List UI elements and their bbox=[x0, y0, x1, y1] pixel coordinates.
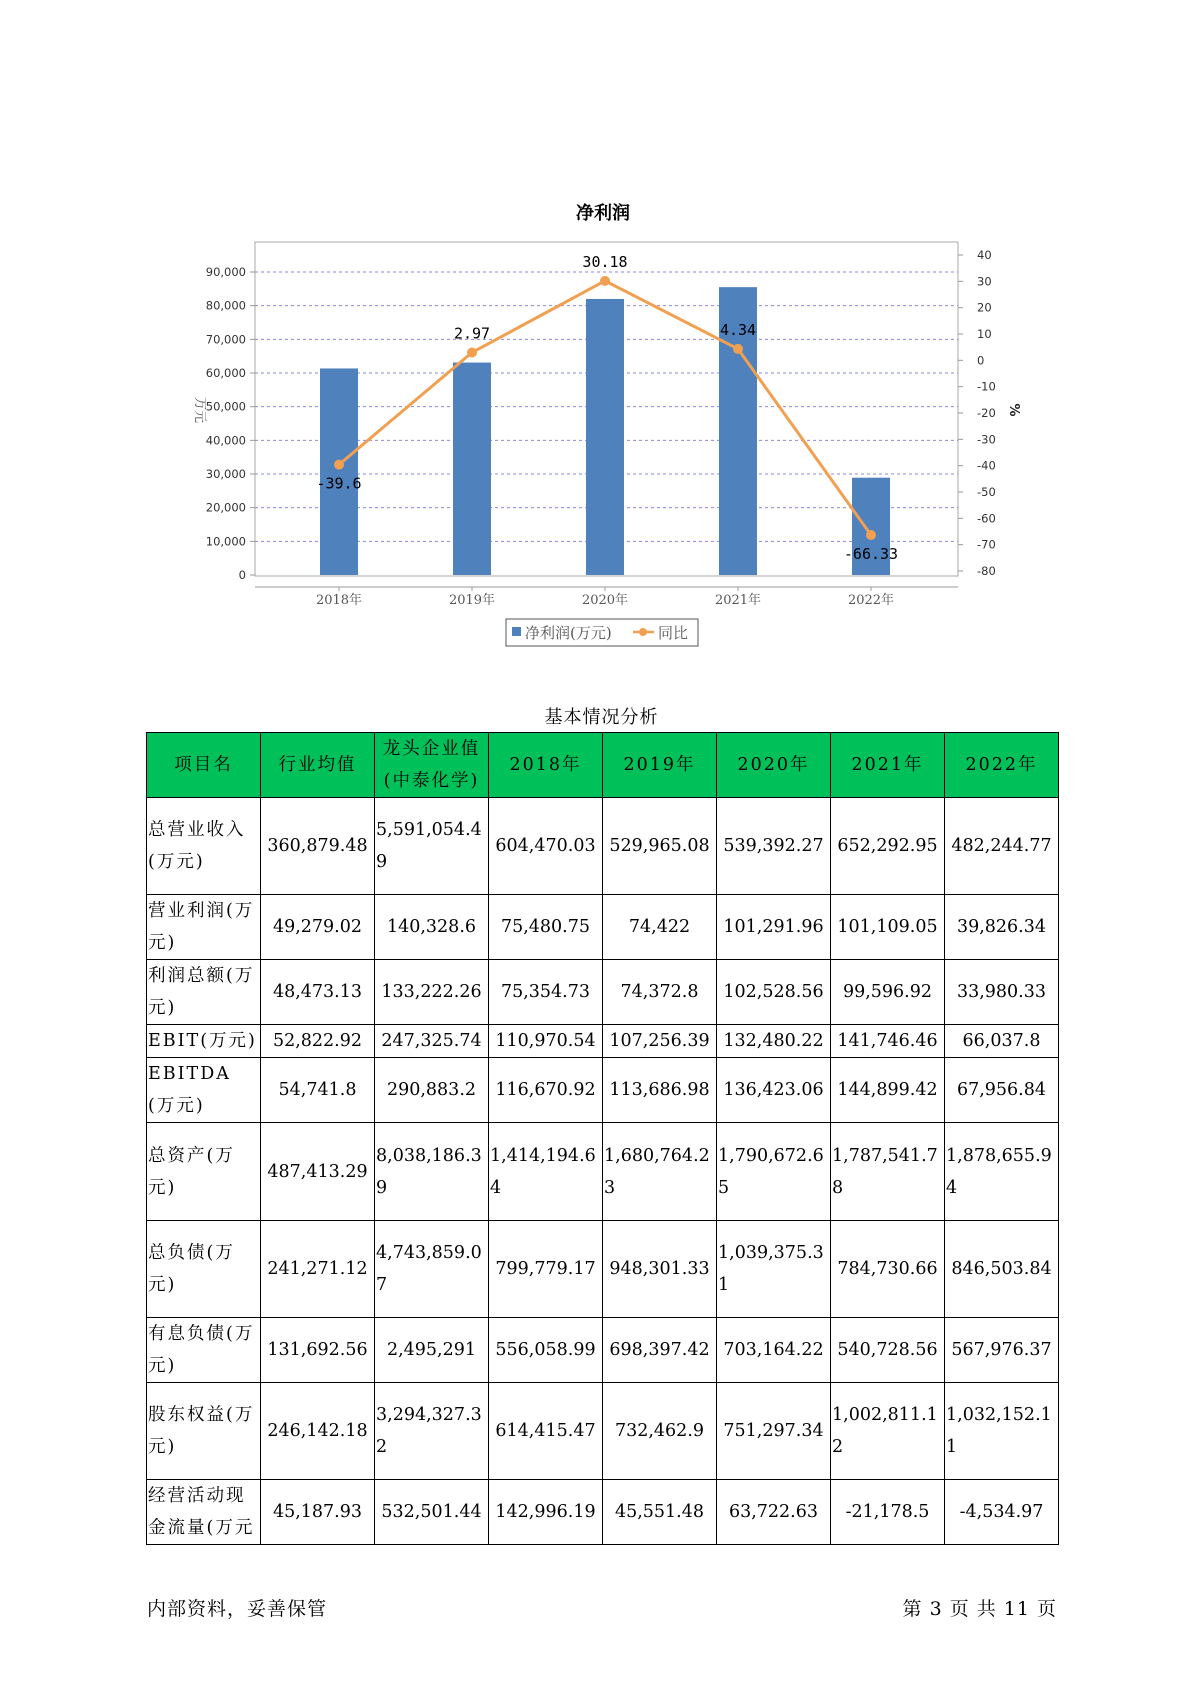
value-cell: 48,473.13 bbox=[261, 960, 375, 1025]
value-cell: 567,976.37 bbox=[945, 1318, 1059, 1383]
value-cell: 751,297.34 bbox=[717, 1383, 831, 1480]
value-cell: 360,879.48 bbox=[261, 798, 375, 895]
yoy-data-label: -39.6 bbox=[316, 474, 362, 493]
basic-analysis-table bbox=[146, 732, 1059, 1545]
y2-tick-label: 40 bbox=[977, 248, 992, 262]
y2-tick-label: -50 bbox=[977, 485, 996, 499]
value-cell: 1,878,655.94 bbox=[945, 1123, 1059, 1221]
value-cell: 241,271.12 bbox=[261, 1221, 375, 1318]
value-cell: 487,413.29 bbox=[261, 1123, 375, 1221]
value-cell: 75,354.73 bbox=[489, 960, 603, 1025]
table-caption: 基本情况分析 bbox=[544, 707, 659, 728]
value-cell: 74,422 bbox=[603, 895, 717, 960]
row-label: 经营活动现金流量(万元 bbox=[147, 1480, 261, 1545]
yoy-point-2021年 bbox=[733, 344, 743, 354]
value-cell: 482,244.77 bbox=[945, 798, 1059, 895]
footer-confidential: 内部资料，妥善保管 bbox=[147, 1598, 328, 1620]
footer-page-number: 第 3 页 共 11 页 bbox=[902, 1598, 1057, 1620]
value-cell: 101,109.05 bbox=[831, 895, 945, 960]
row-label: EBIT(万元) bbox=[147, 1025, 261, 1058]
header-cell: 项目名 bbox=[147, 733, 261, 798]
y-tick-label: 20,000 bbox=[205, 500, 246, 515]
value-cell: 556,058.99 bbox=[489, 1318, 603, 1383]
y-tick-label: 50,000 bbox=[205, 399, 246, 414]
value-cell: 54,741.8 bbox=[261, 1058, 375, 1123]
legend-item-net-profit: 净利润(万元) bbox=[525, 624, 612, 642]
x-tick-label: 2022年 bbox=[847, 593, 895, 608]
value-cell: 67,956.84 bbox=[945, 1058, 1059, 1123]
value-cell: 1,790,672.65 bbox=[717, 1123, 831, 1221]
y-tick-label: 80,000 bbox=[205, 298, 246, 313]
header-cell: 2021年 bbox=[831, 733, 945, 798]
x-tick-label: 2019年 bbox=[448, 593, 496, 608]
value-cell: 101,291.96 bbox=[717, 895, 831, 960]
header-cell: 2020年 bbox=[717, 733, 831, 798]
table-row bbox=[147, 798, 1059, 895]
value-cell: 604,470.03 bbox=[489, 798, 603, 895]
value-cell: 532,501.44 bbox=[375, 1480, 489, 1545]
value-cell: 529,965.08 bbox=[603, 798, 717, 895]
yoy-point-2020年 bbox=[600, 276, 610, 286]
table-row bbox=[147, 895, 1059, 960]
row-label: 总营业收入(万元) bbox=[147, 798, 261, 895]
value-cell: 39,826.34 bbox=[945, 895, 1059, 960]
value-cell: 142,996.19 bbox=[489, 1480, 603, 1545]
value-cell: 1,039,375.31 bbox=[717, 1221, 831, 1318]
value-cell: 113,686.98 bbox=[603, 1058, 717, 1123]
value-cell: 5,591,054.49 bbox=[375, 798, 489, 895]
value-cell: 247,325.74 bbox=[375, 1025, 489, 1058]
y2-tick-label: -60 bbox=[977, 511, 996, 526]
x-tick-label: 2018年 bbox=[315, 593, 363, 608]
x-tick-label: 2021年 bbox=[714, 593, 762, 608]
value-cell: 1,002,811.12 bbox=[831, 1383, 945, 1480]
value-cell: 703,164.22 bbox=[717, 1318, 831, 1383]
table-row bbox=[147, 1318, 1059, 1383]
value-cell: 784,730.66 bbox=[831, 1221, 945, 1318]
header-cell: 龙头企业值(中泰化学) bbox=[375, 733, 489, 798]
legend-item-yoy: 同比 bbox=[658, 624, 689, 642]
y-tick-label: 70,000 bbox=[205, 332, 246, 347]
value-cell: 1,414,194.64 bbox=[489, 1123, 603, 1221]
yoy-data-label: -66.33 bbox=[843, 545, 899, 564]
table-row bbox=[147, 1383, 1059, 1480]
y-tick-label: 90,000 bbox=[205, 265, 246, 279]
value-cell: 141,746.46 bbox=[831, 1025, 945, 1058]
value-cell: 132,480.22 bbox=[717, 1025, 831, 1058]
y-tick-label: 60,000 bbox=[205, 366, 246, 380]
table-row bbox=[147, 960, 1059, 1025]
chart-title: 净利润 bbox=[576, 203, 630, 224]
y2-tick-label: -30 bbox=[977, 432, 996, 447]
header-cell: 2018年 bbox=[489, 733, 603, 798]
table-row bbox=[147, 1480, 1059, 1545]
value-cell: 33,980.33 bbox=[945, 960, 1059, 1025]
value-cell: 1,032,152.11 bbox=[945, 1383, 1059, 1480]
header-cell: 2019年 bbox=[603, 733, 717, 798]
value-cell: 63,722.63 bbox=[717, 1480, 831, 1545]
value-cell: 74,372.8 bbox=[603, 960, 717, 1025]
value-cell: 110,970.54 bbox=[489, 1025, 603, 1058]
value-cell: 45,187.93 bbox=[261, 1480, 375, 1545]
header-cell: 2022年 bbox=[945, 733, 1059, 798]
y2-tick-label: 10 bbox=[977, 327, 992, 341]
yoy-data-label: 30.18 bbox=[582, 252, 628, 271]
row-label: 总负债(万元) bbox=[147, 1221, 261, 1318]
value-cell: 75,480.75 bbox=[489, 895, 603, 960]
value-cell: 144,899.42 bbox=[831, 1058, 945, 1123]
yoy-point-2018年 bbox=[334, 460, 344, 470]
y2-axis-title: % bbox=[1006, 403, 1021, 417]
table-row bbox=[147, 1221, 1059, 1318]
table-row bbox=[147, 1058, 1059, 1123]
net-profit-chart bbox=[0, 0, 1191, 680]
value-cell: 732,462.9 bbox=[603, 1383, 717, 1480]
y2-tick-label: -70 bbox=[977, 537, 996, 552]
y-tick-label: 40,000 bbox=[205, 433, 246, 448]
table-header-row bbox=[147, 733, 1059, 798]
y2-tick-label: -80 bbox=[977, 564, 996, 578]
value-cell: 948,301.33 bbox=[603, 1221, 717, 1318]
value-cell: 136,423.06 bbox=[717, 1058, 831, 1123]
value-cell: 99,596.92 bbox=[831, 960, 945, 1025]
y2-tick-label: 30 bbox=[977, 274, 992, 289]
value-cell: -21,178.5 bbox=[831, 1480, 945, 1545]
table-row bbox=[147, 1025, 1059, 1058]
y-axis-title: 万元 bbox=[192, 396, 207, 424]
bar-2018年 bbox=[320, 368, 358, 575]
value-cell: 846,503.84 bbox=[945, 1221, 1059, 1318]
bar-2019年 bbox=[453, 363, 491, 575]
value-cell: 539,392.27 bbox=[717, 798, 831, 895]
value-cell: 107,256.39 bbox=[603, 1025, 717, 1058]
value-cell: 652,292.95 bbox=[831, 798, 945, 895]
y-tick-label: 0 bbox=[238, 568, 246, 582]
value-cell: 1,680,764.23 bbox=[603, 1123, 717, 1221]
y-tick-label: 10,000 bbox=[205, 534, 246, 549]
y2-tick-label: -40 bbox=[977, 458, 996, 473]
value-cell: 66,037.8 bbox=[945, 1025, 1059, 1058]
legend-swatch-dot bbox=[639, 628, 647, 636]
value-cell: 246,142.18 bbox=[261, 1383, 375, 1480]
value-cell: -4,534.97 bbox=[945, 1480, 1059, 1545]
legend-swatch-bar bbox=[512, 627, 521, 636]
value-cell: 614,415.47 bbox=[489, 1383, 603, 1480]
y2-tick-label: 0 bbox=[977, 353, 985, 368]
y2-tick-label: -10 bbox=[977, 379, 996, 394]
x-tick-label: 2020年 bbox=[581, 593, 629, 608]
value-cell: 102,528.56 bbox=[717, 960, 831, 1025]
value-cell: 540,728.56 bbox=[831, 1318, 945, 1383]
value-cell: 2,495,291 bbox=[375, 1318, 489, 1383]
chart-legend bbox=[506, 619, 698, 646]
y-tick-label: 30,000 bbox=[205, 467, 246, 481]
yoy-data-label: 2.97 bbox=[453, 324, 491, 343]
value-cell: 52,822.92 bbox=[261, 1025, 375, 1058]
row-label: EBITDA(万元) bbox=[147, 1058, 261, 1123]
value-cell: 1,787,541.78 bbox=[831, 1123, 945, 1221]
yoy-data-label: 4.34 bbox=[719, 320, 757, 339]
value-cell: 698,397.42 bbox=[603, 1318, 717, 1383]
row-label: 利润总额(万元) bbox=[147, 960, 261, 1025]
value-cell: 8,038,186.39 bbox=[375, 1123, 489, 1221]
value-cell: 131,692.56 bbox=[261, 1318, 375, 1383]
yoy-point-2022年 bbox=[866, 530, 876, 540]
value-cell: 45,551.48 bbox=[603, 1480, 717, 1545]
value-cell: 290,883.2 bbox=[375, 1058, 489, 1123]
y2-tick-label: -20 bbox=[977, 406, 996, 420]
y2-tick-label: 20 bbox=[977, 300, 992, 315]
row-label: 营业利润(万元) bbox=[147, 895, 261, 960]
yoy-point-2019年 bbox=[467, 348, 477, 358]
value-cell: 799,779.17 bbox=[489, 1221, 603, 1318]
value-cell: 3,294,327.32 bbox=[375, 1383, 489, 1480]
bar-2020年 bbox=[586, 299, 624, 575]
row-label: 股东权益(万元) bbox=[147, 1383, 261, 1480]
table-row bbox=[147, 1123, 1059, 1221]
header-cell: 行业均值 bbox=[261, 733, 375, 798]
value-cell: 133,222.26 bbox=[375, 960, 489, 1025]
value-cell: 116,670.92 bbox=[489, 1058, 603, 1123]
value-cell: 140,328.6 bbox=[375, 895, 489, 960]
value-cell: 49,279.02 bbox=[261, 895, 375, 960]
row-label: 有息负债(万元) bbox=[147, 1318, 261, 1383]
value-cell: 4,743,859.07 bbox=[375, 1221, 489, 1318]
row-label: 总资产(万元) bbox=[147, 1123, 261, 1221]
